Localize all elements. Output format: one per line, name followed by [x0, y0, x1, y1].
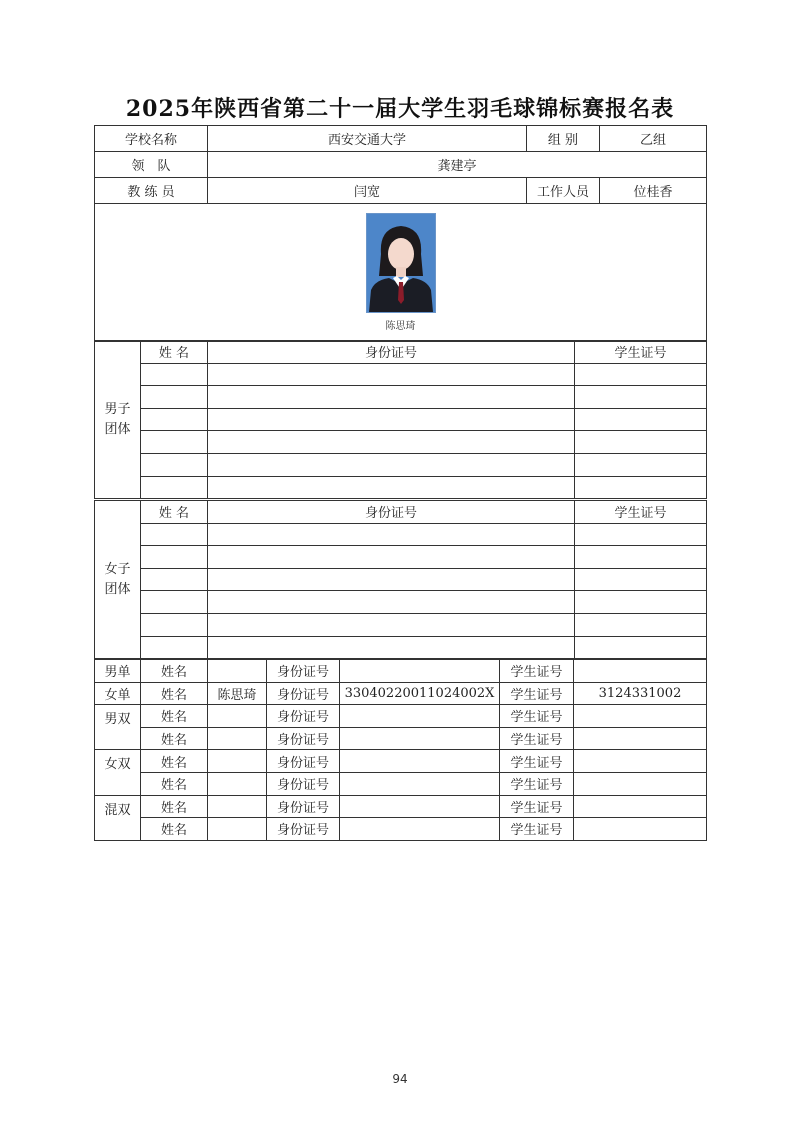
womens-team-label: 女子 团体: [95, 501, 141, 659]
table-row: [95, 431, 707, 454]
leader-value: 龚建亭: [208, 152, 707, 178]
student-id-cell[interactable]: [575, 568, 707, 591]
name-cell[interactable]: [141, 386, 208, 409]
photo-caption: 陈思琦: [385, 321, 416, 332]
id-cell[interactable]: [208, 568, 575, 591]
name-label: 姓名: [141, 750, 208, 773]
id-cell[interactable]: [208, 386, 575, 409]
event-mixed-doubles: 混双: [95, 795, 141, 840]
mens-team-label: 男子 团体: [95, 341, 141, 499]
student-id-label: 学生证号: [500, 705, 574, 728]
portrait-image: [367, 214, 435, 312]
name-cell[interactable]: [141, 363, 208, 386]
event-womens-doubles: 女双: [95, 750, 141, 795]
photo-cell: [95, 204, 707, 342]
group-label: 组 别: [527, 126, 600, 152]
table-row: [95, 818, 707, 841]
id-label: 身份证号: [267, 795, 340, 818]
name-label: 姓名: [141, 682, 208, 705]
student-id-label: 学生证号: [500, 750, 574, 773]
student-id-cell[interactable]: [575, 523, 707, 546]
staff-label: 工作人员: [527, 178, 600, 204]
id-cell[interactable]: [208, 431, 575, 454]
id-label: 身份证号: [267, 818, 340, 841]
event-mens-doubles: 男双: [95, 705, 141, 750]
student-id-cell[interactable]: [575, 431, 707, 454]
name-cell[interactable]: [141, 591, 208, 614]
id-label: 身份证号: [267, 660, 340, 683]
staff-value: 位桂香: [600, 178, 707, 204]
student-id-cell[interactable]: [574, 750, 707, 773]
id-cell[interactable]: [208, 408, 575, 431]
id-cell[interactable]: [208, 636, 575, 659]
student-id-label: 学生证号: [500, 795, 574, 818]
student-id-cell[interactable]: [575, 613, 707, 636]
col-student-id-header: 学生证号: [575, 501, 707, 524]
student-id-cell[interactable]: [575, 591, 707, 614]
student-id-cell[interactable]: [574, 818, 707, 841]
coach-value: 闫宽: [208, 178, 527, 204]
mens-team-table: [94, 340, 707, 499]
name-cell[interactable]: [141, 636, 208, 659]
student-id-cell[interactable]: [574, 705, 707, 728]
name-cell[interactable]: [208, 727, 267, 750]
name-cell[interactable]: [141, 546, 208, 569]
name-cell[interactable]: [141, 523, 208, 546]
col-name-header: 姓 名: [141, 341, 208, 364]
id-cell[interactable]: [208, 453, 575, 476]
name-cell[interactable]: [208, 818, 267, 841]
table-row: [95, 705, 707, 728]
event-mens-singles: 男单: [95, 660, 141, 683]
name-label: 姓名: [141, 727, 208, 750]
student-id-cell[interactable]: [575, 363, 707, 386]
table-row: [95, 363, 707, 386]
student-id-cell[interactable]: [574, 727, 707, 750]
name-cell[interactable]: [208, 772, 267, 795]
student-id-label: 学生证号: [500, 727, 574, 750]
name-label: 姓名: [141, 705, 208, 728]
id-cell[interactable]: [208, 363, 575, 386]
student-id-cell[interactable]: [575, 636, 707, 659]
col-id-header: 身份证号: [208, 341, 575, 364]
name-cell[interactable]: [141, 453, 208, 476]
student-id-cell[interactable]: [574, 660, 707, 683]
id-label: 身份证号: [267, 682, 340, 705]
womens-team-table: [94, 500, 707, 659]
name-cell[interactable]: [208, 660, 267, 683]
student-id-cell[interactable]: [574, 795, 707, 818]
id-label: 身份证号: [267, 705, 340, 728]
womens-singles-id-number[interactable]: 33040220011024002X: [340, 682, 500, 705]
name-cell[interactable]: [141, 568, 208, 591]
id-label: 身份证号: [267, 750, 340, 773]
table-row: [95, 523, 707, 546]
name-cell[interactable]: [141, 476, 208, 499]
col-name-header: 姓 名: [141, 501, 208, 524]
id-label: 身份证号: [267, 772, 340, 795]
header-info-table: [94, 125, 707, 342]
name-label: 姓名: [141, 772, 208, 795]
table-row: [95, 408, 707, 431]
id-label: 身份证号: [267, 727, 340, 750]
table-row: [95, 772, 707, 795]
id-cell[interactable]: [208, 523, 575, 546]
leader-label: 领 队: [95, 152, 208, 178]
student-id-label: 学生证号: [500, 772, 574, 795]
page-number: 94: [392, 1072, 408, 1086]
id-cell[interactable]: [340, 750, 500, 773]
table-row: [95, 727, 707, 750]
student-id-cell[interactable]: [575, 476, 707, 499]
name-cell[interactable]: [141, 408, 208, 431]
womens-singles-student-id[interactable]: 3124331002: [574, 682, 707, 705]
group-value: 乙组: [600, 126, 707, 152]
id-cell[interactable]: [208, 546, 575, 569]
id-cell[interactable]: [340, 772, 500, 795]
col-student-id-header: 学生证号: [575, 341, 707, 364]
table-row: [95, 795, 707, 818]
coach-label: 教 练 员: [95, 178, 208, 204]
name-cell[interactable]: [208, 750, 267, 773]
student-id-label: 学生证号: [500, 682, 574, 705]
table-row: [95, 613, 707, 636]
id-cell[interactable]: [340, 727, 500, 750]
name-label: 姓名: [141, 795, 208, 818]
school-value: 西安交通大学: [208, 126, 527, 152]
table-row: [95, 568, 707, 591]
table-row: [95, 386, 707, 409]
table-row: [95, 476, 707, 499]
name-cell[interactable]: [141, 431, 208, 454]
event-womens-singles: 女单: [95, 682, 141, 705]
student-id-label: 学生证号: [500, 818, 574, 841]
table-row: [95, 750, 707, 773]
table-row: [95, 546, 707, 569]
id-cell[interactable]: [340, 795, 500, 818]
student-id-cell[interactable]: [575, 453, 707, 476]
id-cell[interactable]: [208, 613, 575, 636]
student-id-label: 学生证号: [500, 660, 574, 683]
id-cell[interactable]: [340, 660, 500, 683]
name-cell[interactable]: [141, 613, 208, 636]
student-id-cell[interactable]: [574, 772, 707, 795]
table-row: [95, 682, 707, 705]
table-row: [95, 453, 707, 476]
table-row: [95, 660, 707, 683]
name-cell[interactable]: [208, 705, 267, 728]
col-id-header: 身份证号: [208, 501, 575, 524]
id-cell[interactable]: [208, 476, 575, 499]
name-cell[interactable]: [208, 795, 267, 818]
student-id-cell[interactable]: [575, 386, 707, 409]
womens-singles-name[interactable]: 陈思琦: [208, 682, 267, 705]
individual-events-table: [94, 659, 707, 841]
id-cell[interactable]: [208, 591, 575, 614]
form-title: 2025年陕西省第二十一届大学生羽毛球锦标赛报名表: [125, 96, 675, 122]
table-row: [95, 636, 707, 659]
name-label: 姓名: [141, 660, 208, 683]
id-photo: [366, 213, 436, 313]
school-label: 学校名称: [95, 126, 208, 152]
id-cell[interactable]: [340, 705, 500, 728]
id-cell[interactable]: [340, 818, 500, 841]
table-row: [95, 591, 707, 614]
student-id-cell[interactable]: [575, 546, 707, 569]
student-id-cell[interactable]: [575, 408, 707, 431]
name-label: 姓名: [141, 818, 208, 841]
